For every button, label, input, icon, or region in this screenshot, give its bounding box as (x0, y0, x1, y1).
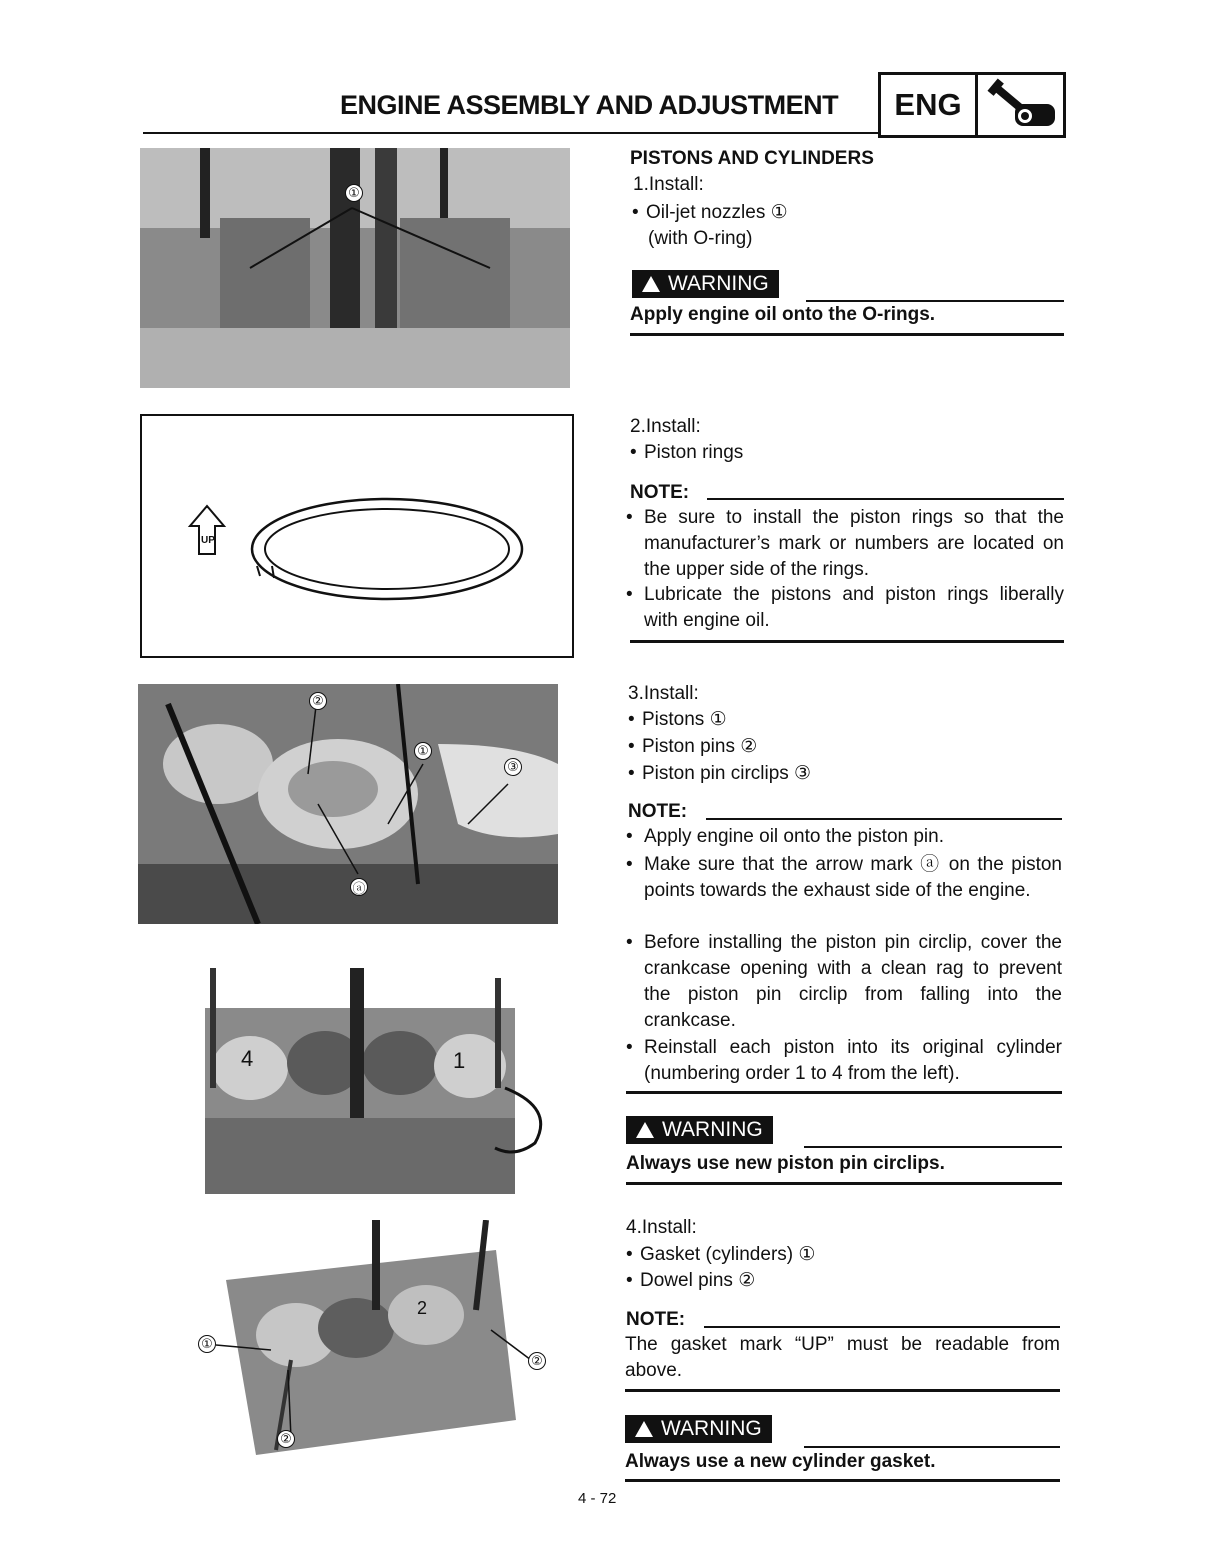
callout-2: ② (309, 692, 327, 710)
step4-note1: The gasket mark “UP” must be readable from above. (625, 1334, 1060, 1381)
divider (630, 640, 1064, 643)
page-title: ENGINE ASSEMBLY AND ADJUSTMENT (340, 90, 839, 120)
section-tab (878, 72, 1066, 138)
callout-a: ⓐ (350, 878, 368, 896)
piston-install-photo (138, 684, 558, 924)
dowel-label: 2 (417, 1298, 428, 1318)
step3-note3: • Before installing the piston pin circlip, cover the crankcase opening with a clean rag to prevent the piston pin circlip from falling into the crankcase. (626, 932, 1062, 1031)
oil-jet-nozzles-photo (140, 148, 570, 388)
step3-note4: • Reinstall each piston into its original cylinder (numbering order 1 to 4 from the left). (626, 1037, 1062, 1084)
callout-2-bottom: ② (277, 1430, 295, 1448)
warning-text: Always use new piston pin circlips. (626, 1153, 945, 1174)
piston-ring-diagram (140, 414, 574, 658)
step1-item-cont: (with O-ring) (648, 228, 753, 249)
warning-text: Always use a new cylinder gasket. (625, 1451, 936, 1472)
step3-note2: • Make sure that the arrow mark ⓐ on the piston points towards the exhaust side of the engine. (626, 854, 1062, 901)
step3-note1: • Apply engine oil onto the piston pin. (626, 826, 944, 847)
cylinder-label-1: 1 (453, 1048, 466, 1073)
warning-label: WARNING (668, 272, 769, 295)
step2-item: • Piston rings (630, 440, 743, 466)
warning-text: Apply engine oil onto the O-rings. (630, 304, 936, 325)
warning-badge (632, 270, 779, 298)
section-code: ENG (881, 75, 978, 135)
page-number: 4 - 72 (578, 1490, 617, 1507)
up-label: UP (201, 535, 215, 546)
note-label: NOTE: (628, 801, 688, 822)
gasket-dowel-pins-photo (196, 1220, 556, 1460)
up-arrow-icon (190, 506, 224, 554)
warning-badge (625, 1415, 772, 1443)
step3-label: 3.Install: (628, 683, 699, 704)
divider (804, 1446, 1060, 1448)
divider (804, 1146, 1062, 1148)
step4-item1: • Gasket (cylinders) ① (626, 1242, 815, 1268)
note-label: NOTE: (626, 1309, 686, 1330)
step3-item2: • Piston pins ② (628, 734, 757, 760)
divider (625, 1389, 1060, 1392)
divider (707, 498, 1064, 500)
pistons-crankcase-photo (205, 968, 545, 1194)
callout-1: ① (198, 1335, 216, 1353)
step2-note2: • Lubricate the pistons and piston rings liberally with engine oil. (626, 584, 1064, 631)
section-title: PISTONS AND CYLINDERS (630, 148, 874, 169)
warning-badge (626, 1116, 773, 1144)
divider (626, 1182, 1062, 1185)
engine-wrench-icon (978, 75, 1063, 135)
divider (704, 1326, 1060, 1328)
step2-note1: • Be sure to install the piston rings so that the manufacturer’s mark or numbers are located on the upper side of the rings. (626, 507, 1064, 580)
step2-label: 2.Install: (630, 416, 701, 437)
step4-item2: • Dowel pins ② (626, 1268, 755, 1294)
step1-label: 1.Install: (633, 174, 704, 195)
warning-label: WARNING (662, 1118, 763, 1141)
callout-1: ① (345, 184, 363, 202)
warning-icon (635, 1421, 653, 1437)
step1-item: • Oil-jet nozzles ① (632, 200, 788, 226)
warning-label: WARNING (661, 1417, 762, 1440)
step3-item3: • Piston pin circlips ③ (628, 761, 811, 787)
step4-label: 4.Install: (626, 1217, 697, 1238)
divider (630, 333, 1064, 336)
header-rule (143, 132, 878, 134)
warning-icon (636, 1122, 654, 1138)
callout-2-right: ② (528, 1352, 546, 1370)
callout-3: ③ (504, 758, 522, 776)
cylinder-label-4: 4 (241, 1046, 254, 1071)
warning-icon (642, 276, 660, 292)
step3-item1: • Pistons ① (628, 707, 727, 733)
divider (625, 1479, 1060, 1482)
note-label: NOTE: (630, 482, 690, 503)
divider (706, 818, 1062, 820)
callout-1: ① (414, 742, 432, 760)
divider (626, 1091, 1062, 1094)
